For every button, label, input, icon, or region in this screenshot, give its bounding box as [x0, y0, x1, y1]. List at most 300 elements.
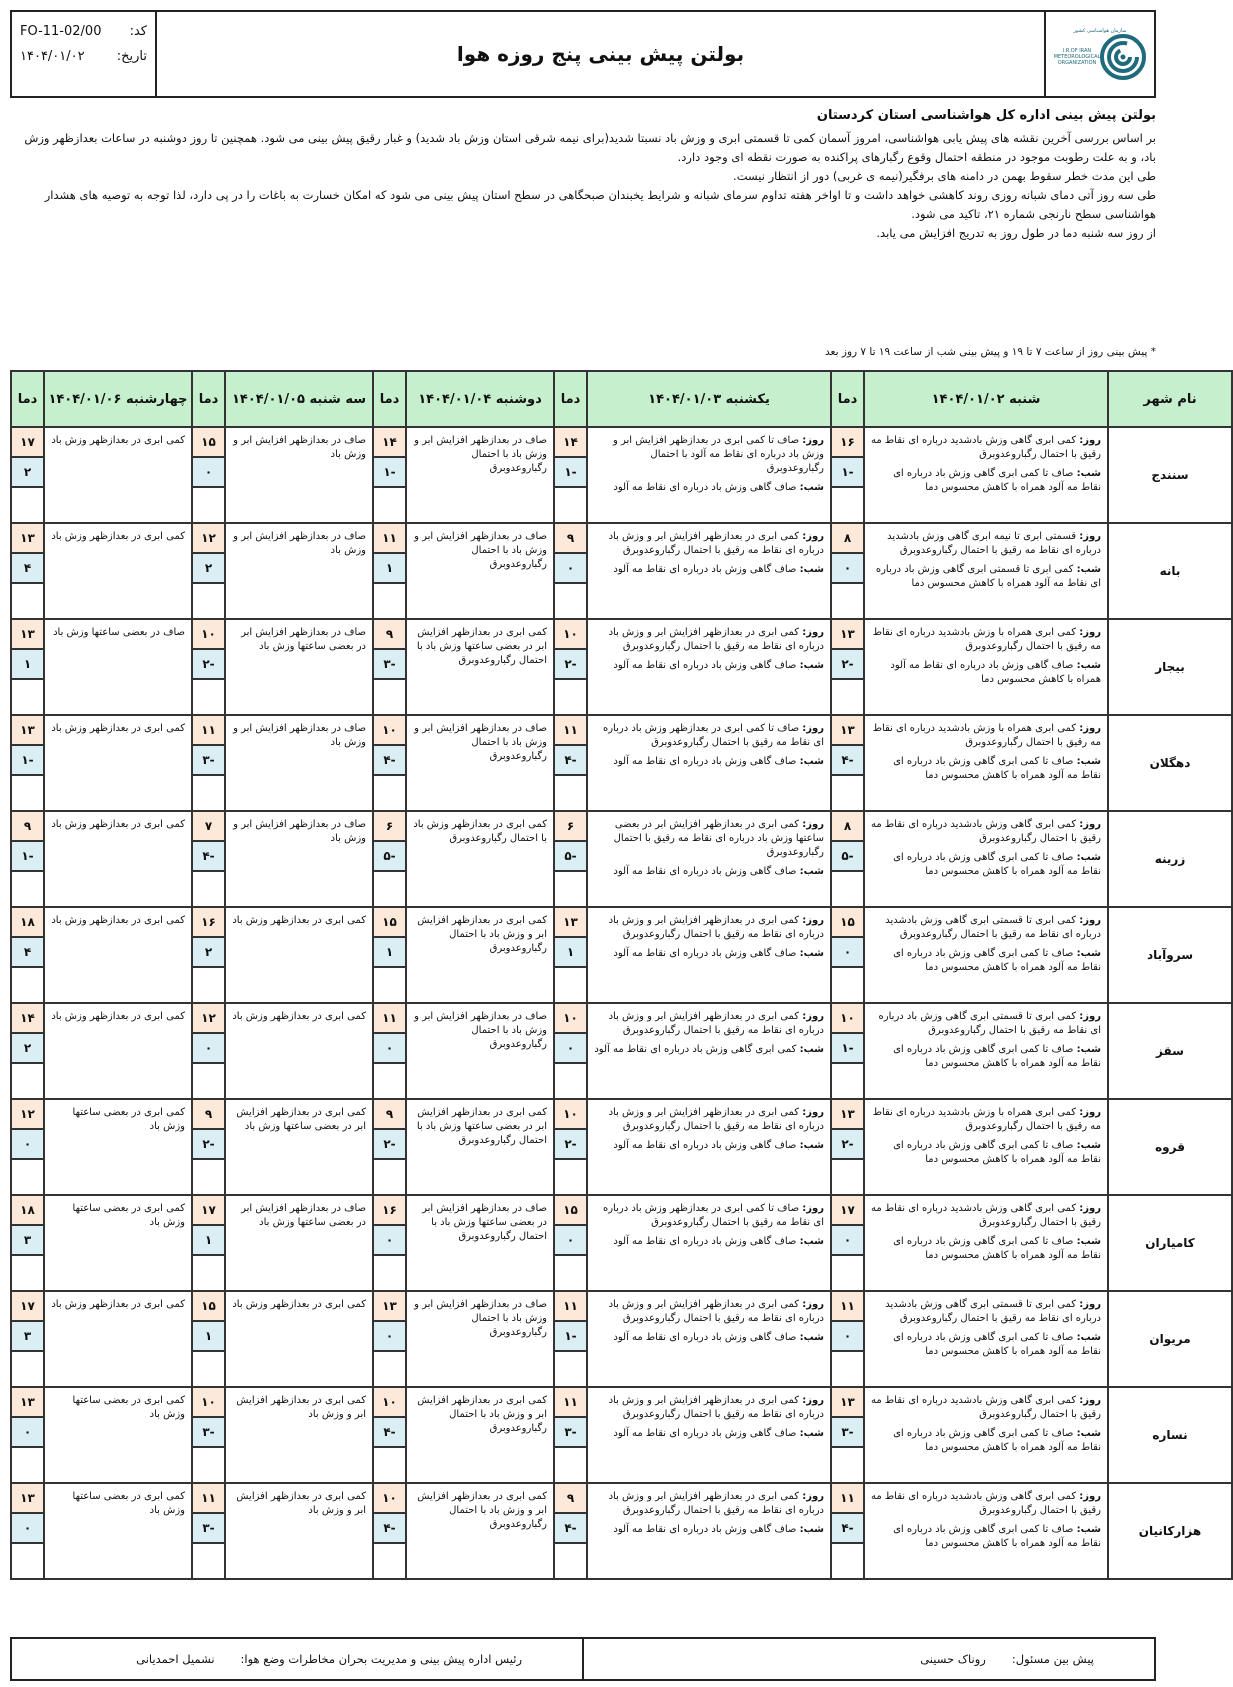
- temperature-cell-3: [373, 1291, 406, 1387]
- night-forecast: [594, 865, 824, 879]
- day-label: روز:: [802, 1107, 824, 1118]
- forecast-day-4: کمی ابری در بعدازظهر وزش باد: [225, 1291, 373, 1387]
- temperature-cell-2: [554, 1291, 587, 1387]
- max-temp: ۱۵: [193, 428, 224, 458]
- night-forecast-text: صاف گاهی وزش باد درباره ای نقاط مه آلود: [613, 1236, 797, 1247]
- forecast-day-4: کمی ابری در بعدازظهر افزایش ابر و وزش باد: [225, 1387, 373, 1483]
- forecast-time-note: * پیش بینی روز از ساعت ۷ تا ۱۹ و پیش بینی شب از ساعت ۱۹ تا ۷ روز بعد: [825, 346, 1156, 358]
- min-temp: -۳: [832, 1418, 863, 1448]
- max-temp: ۱۳: [832, 716, 863, 746]
- night-forecast-text: صاف تا کمی ابری گاهی وزش باد درباره ای نقاط مه آلود همراه با کاهش محسوس دما: [893, 1236, 1101, 1261]
- forecast-day-1: [864, 1003, 1108, 1099]
- max-temp: ۱۳: [832, 1100, 863, 1130]
- forecast-day-1: [864, 619, 1108, 715]
- day-forecast-text: کمی ابری همراه با وزش بادشدید درباره ای نقاط مه رقیق با احتمال رگباروعدوبرق: [872, 1107, 1101, 1132]
- temperature-cell-1: [831, 907, 864, 1003]
- night-label: شب:: [1076, 468, 1101, 479]
- min-temp: -۴: [832, 746, 863, 776]
- temperature-cell-4: [192, 1195, 225, 1291]
- day-label: روز:: [802, 627, 824, 638]
- day-label: روز:: [1079, 1107, 1101, 1118]
- header-day-1: شنبه ۱۴۰۴/۰۱/۰۲: [864, 371, 1108, 427]
- night-forecast-text: صاف گاهی وزش باد درباره ای نقاط مه آلود: [613, 564, 797, 575]
- forecast-day-2: [587, 619, 831, 715]
- forecast-day-2: [587, 1003, 831, 1099]
- header-city: نام شهر: [1108, 371, 1232, 427]
- min-temp: -۴: [374, 746, 405, 776]
- max-temp: ۱۵: [374, 908, 405, 938]
- forecast-day-1: [864, 907, 1108, 1003]
- forecast-day-4: صاف در بعدازظهر افزایش ابر و وزش باد: [225, 523, 373, 619]
- city-name: سروآباد: [1108, 907, 1232, 1003]
- night-label: شب:: [1076, 852, 1101, 863]
- day-label: روز:: [802, 435, 824, 446]
- temperature-cell-3: [373, 907, 406, 1003]
- night-forecast-text: صاف گاهی وزش باد درباره ای نقاط مه آلود: [613, 866, 797, 877]
- temperature-cell-5: [11, 907, 44, 1003]
- day-forecast: [594, 914, 824, 942]
- forecast-day-2: [587, 523, 831, 619]
- forecast-day-1: [864, 811, 1108, 907]
- day-forecast-text: صاف تا کمی ابری در بعدازظهر وزش باد درباره ای نقاط مه رقیق با احتمال رگباروعدوبرق: [602, 723, 824, 748]
- header-temp-5: دما: [11, 371, 44, 427]
- min-temp: ۲: [193, 554, 224, 584]
- min-temp: ۱: [12, 650, 43, 680]
- day-label: روز:: [802, 1491, 824, 1502]
- max-temp: ۱۴: [12, 1004, 43, 1034]
- temperature-cell-2: [554, 1003, 587, 1099]
- day-forecast: [594, 1010, 824, 1038]
- max-temp: ۱۰: [374, 716, 405, 746]
- night-forecast-text: صاف تا کمی ابری گاهی وزش باد درباره ای نقاط مه آلود همراه با کاهش محسوس دما: [893, 756, 1101, 781]
- forecast-day-2: [587, 1099, 831, 1195]
- min-temp: -۳: [374, 650, 405, 680]
- date-label: تاریخ:: [116, 49, 147, 64]
- table-row: [11, 427, 1232, 523]
- day-label: روز:: [802, 819, 824, 830]
- min-temp: -۳: [555, 1418, 586, 1448]
- day-forecast-text: کمی ابری در بعدازظهر افزایش ابر و وزش باد درباره ای نقاط مه رقیق با احتمال رگباروعدوبرق: [608, 531, 824, 556]
- min-temp: ۴: [12, 554, 43, 584]
- temperature-cell-3: [373, 1483, 406, 1579]
- max-temp: ۱۰: [832, 1004, 863, 1034]
- temperature-cell-2: [554, 1099, 587, 1195]
- bulletin-header: [10, 10, 1156, 98]
- night-label: شب:: [799, 756, 824, 767]
- day-forecast: [871, 530, 1101, 558]
- day-forecast: [594, 1490, 824, 1518]
- temperature-cell-1: [831, 811, 864, 907]
- forecast-day-2: [587, 1291, 831, 1387]
- min-temp: ۲: [12, 458, 43, 488]
- max-temp: ۷: [193, 812, 224, 842]
- city-name: مریوان: [1108, 1291, 1232, 1387]
- night-label: شب:: [799, 1428, 824, 1439]
- forecaster-signature: [582, 1639, 1154, 1679]
- temperature-cell-4: [192, 619, 225, 715]
- temperature-cell-4: [192, 1291, 225, 1387]
- forecast-day-5: کمی ابری در بعدازظهر وزش باد: [44, 811, 192, 907]
- night-forecast-text: کمی ابری تا قسمتی ابری گاهی وزش باد درباره ای نقاط مه آلود همراه با کاهش محسوس دما: [875, 564, 1101, 589]
- max-temp: ۱۳: [832, 620, 863, 650]
- min-temp: -۲: [193, 1130, 224, 1160]
- day-forecast-text: کمی ابری تا قسمتی ابری گاهی وزش باد درباره ای نقاط مه رقیق با احتمال رگباروعدوبرق: [878, 1011, 1101, 1036]
- night-label: شب:: [1076, 1428, 1101, 1439]
- min-temp: ۰: [374, 1226, 405, 1256]
- min-temp: ۰: [12, 1514, 43, 1544]
- table-row: [11, 907, 1232, 1003]
- night-forecast-text: صاف گاهی وزش باد درباره ای نقاط مه آلود: [613, 482, 797, 493]
- forecaster-name: روناک حسینی: [920, 1652, 986, 1666]
- day-forecast: [594, 1106, 824, 1134]
- max-temp: ۱۰: [555, 620, 586, 650]
- night-forecast: [871, 1043, 1101, 1071]
- min-temp: ۰: [555, 554, 586, 584]
- temperature-cell-4: [192, 1483, 225, 1579]
- max-temp: ۱۳: [12, 620, 43, 650]
- min-temp: -۴: [374, 1418, 405, 1448]
- forecast-day-2: [587, 1195, 831, 1291]
- table-row: [11, 1099, 1232, 1195]
- temperature-cell-2: [554, 1483, 587, 1579]
- max-temp: ۱۲: [193, 1004, 224, 1034]
- max-temp: ۱۰: [193, 1388, 224, 1418]
- min-temp: -۴: [555, 1514, 586, 1544]
- day-forecast: [871, 1106, 1101, 1134]
- temperature-cell-5: [11, 1099, 44, 1195]
- forecast-day-5: کمی ابری در بعضی ساعتها وزش باد: [44, 1099, 192, 1195]
- temperature-cell-3: [373, 1195, 406, 1291]
- min-temp: -۳: [193, 1514, 224, 1544]
- temperature-cell-4: [192, 1003, 225, 1099]
- night-forecast-text: صاف گاهی وزش باد درباره ای نقاط مه آلود: [613, 1332, 797, 1343]
- night-label: شب:: [799, 866, 824, 877]
- min-temp: -۱: [555, 458, 586, 488]
- logo-text-fa: سازمان هواشناسی کشور: [1073, 28, 1127, 34]
- forecast-day-4: صاف در بعدازظهر افزایش ابر در بعضی ساعتها وزش باد: [225, 619, 373, 715]
- forecast-day-3: صاف در بعدازظهر افزایش ابر در بعضی ساعتها وزش باد با احتمال رگباروعدوبرق: [406, 1195, 554, 1291]
- night-forecast: [594, 563, 824, 577]
- city-name: بانه: [1108, 523, 1232, 619]
- temperature-cell-5: [11, 427, 44, 523]
- night-forecast-text: صاف تا کمی ابری گاهی وزش باد درباره ای نقاط مه آلود همراه با کاهش محسوس دما: [893, 948, 1101, 973]
- forecast-day-4: کمی ابری در بعدازظهر وزش باد: [225, 1003, 373, 1099]
- max-temp: ۱۳: [832, 1388, 863, 1418]
- date-value: ۱۴۰۴/۰۱/۰۲: [20, 49, 85, 64]
- night-forecast-text: صاف گاهی وزش باد درباره ای نقاط مه آلود: [613, 1140, 797, 1151]
- min-temp: ۱: [193, 1226, 224, 1256]
- temperature-cell-3: [373, 715, 406, 811]
- min-temp: -۱: [12, 842, 43, 872]
- day-forecast-text: کمی ابری تا قسمتی ابری گاهی وزش بادشدید درباره ای نقاط مه رقیق با احتمال رگباروعدوبرق: [885, 1299, 1101, 1324]
- night-forecast: [871, 851, 1101, 879]
- night-forecast: [594, 659, 824, 673]
- temperature-cell-2: [554, 1387, 587, 1483]
- max-temp: ۹: [374, 1100, 405, 1130]
- forecast-day-1: [864, 1195, 1108, 1291]
- head-label: رئیس اداره پیش بینی و مدیریت بحران مخاطرات وضع هوا:: [240, 1652, 522, 1666]
- header-day-5: چهارشنبه ۱۴۰۴/۰۱/۰۶: [44, 371, 192, 427]
- day-forecast: [594, 434, 824, 476]
- day-forecast-text: کمی ابری در بعدازظهر افزایش ابر در بعضی ساعتها وزش باد درباره ای نقاط مه رقیق با احتمال رگباروعدوبرق: [613, 819, 824, 858]
- night-label: شب:: [1076, 948, 1101, 959]
- night-forecast-text: صاف تا کمی ابری گاهی وزش باد درباره ای نقاط مه آلود همراه با کاهش محسوس دما: [893, 1044, 1101, 1069]
- temperature-cell-5: [11, 1291, 44, 1387]
- max-temp: ۶: [374, 812, 405, 842]
- min-temp: -۲: [374, 1130, 405, 1160]
- header-temp-3: دما: [373, 371, 406, 427]
- forecast-day-2: [587, 811, 831, 907]
- forecast-day-3: صاف در بعدازظهر افزایش ابر و وزش باد با احتمال رگباروعدوبرق: [406, 1291, 554, 1387]
- day-forecast-text: کمی ابری گاهی وزش بادشدید درباره ای نقاط مه رقیق با احتمال رگباروعدوبرق: [871, 1395, 1101, 1420]
- min-temp: ۴: [12, 938, 43, 968]
- min-temp: -۴: [374, 1514, 405, 1544]
- city-name: سنندج: [1108, 427, 1232, 523]
- night-forecast: [871, 1331, 1101, 1359]
- max-temp: ۹: [555, 1484, 586, 1514]
- min-temp: ۰: [832, 938, 863, 968]
- day-forecast: [594, 626, 824, 654]
- min-temp: -۱: [832, 458, 863, 488]
- temperature-cell-5: [11, 1483, 44, 1579]
- min-temp: -۵: [374, 842, 405, 872]
- night-forecast: [871, 467, 1101, 495]
- forecast-day-5: کمی ابری در بعضی ساعتها وزش باد: [44, 1387, 192, 1483]
- min-temp: ۰: [193, 1034, 224, 1064]
- table-row: [11, 619, 1232, 715]
- day-forecast-text: کمی ابری گاهی وزش بادشدید درباره ای نقاط مه رقیق با احتمال رگباروعدوبرق: [871, 819, 1101, 844]
- night-forecast-text: صاف گاهی وزش باد درباره ای نقاط مه آلود: [613, 948, 797, 959]
- min-temp: ۰: [555, 1226, 586, 1256]
- max-temp: ۱۴: [555, 428, 586, 458]
- city-name: هزارکانیان: [1108, 1483, 1232, 1579]
- night-label: شب:: [1076, 1140, 1101, 1151]
- day-forecast: [871, 722, 1101, 750]
- day-forecast: [871, 1010, 1101, 1038]
- temperature-cell-5: [11, 1195, 44, 1291]
- min-temp: ۰: [193, 458, 224, 488]
- night-label: شب:: [799, 1332, 824, 1343]
- min-temp: ۱: [555, 938, 586, 968]
- table-row: [11, 1483, 1232, 1579]
- night-label: شب:: [1076, 564, 1101, 575]
- city-name: سقز: [1108, 1003, 1232, 1099]
- day-forecast: [594, 530, 824, 558]
- night-label: شب:: [1076, 756, 1101, 767]
- temperature-cell-4: [192, 1099, 225, 1195]
- day-forecast-text: صاف تا کمی ابری در بعدازظهر افزایش ابر و وزش باد درباره ای نقاط مه آلود با احتمال رگباروعدوبرق: [613, 435, 824, 474]
- night-forecast-text: صاف تا کمی ابری گاهی وزش باد درباره ای نقاط مه آلود همراه با کاهش محسوس دما: [893, 1332, 1101, 1357]
- forecast-day-2: [587, 715, 831, 811]
- forecast-day-5: کمی ابری در بعدازظهر وزش باد: [44, 1291, 192, 1387]
- night-label: شب:: [799, 1140, 824, 1151]
- code-label: کد:: [129, 24, 147, 39]
- max-temp: ۱۶: [374, 1196, 405, 1226]
- min-temp: -۵: [555, 842, 586, 872]
- page-title: بولتن پیش بینی پنج روزه هوا: [157, 12, 1046, 96]
- temperature-cell-5: [11, 715, 44, 811]
- header-temp-4: دما: [192, 371, 225, 427]
- min-temp: ۳: [12, 1226, 43, 1256]
- max-temp: ۹: [555, 524, 586, 554]
- temperature-cell-4: [192, 1387, 225, 1483]
- min-temp: -۳: [193, 746, 224, 776]
- night-label: شب:: [1076, 1236, 1101, 1247]
- temperature-cell-3: [373, 619, 406, 715]
- forecast-day-3: کمی ابری در بعدازظهر افزایش ابر و وزش باد با احتمال رگباروعدوبرق: [406, 1483, 554, 1579]
- forecast-day-4: کمی ابری در بعدازظهر وزش باد: [225, 907, 373, 1003]
- forecast-day-3: صاف در بعدازظهر افزایش ابر و وزش باد با احتمال رگباروعدوبرق: [406, 715, 554, 811]
- forecast-table-body: [11, 427, 1232, 1579]
- temperature-cell-1: [831, 427, 864, 523]
- forecast-day-3: کمی ابری در بعدازظهر افزایش ابر در بعضی ساعتها وزش باد با احتمال رگباروعدوبرق: [406, 619, 554, 715]
- day-forecast-text: قسمتی ابری تا نیمه ابری گاهی وزش بادشدید درباره ای نقاط مه رقیق با احتمال رگباروعدوبرق: [887, 531, 1101, 556]
- min-temp: -۳: [193, 1418, 224, 1448]
- forecast-day-2: [587, 1387, 831, 1483]
- meteorological-organization-logo: [1046, 12, 1154, 96]
- forecast-day-5: کمی ابری در بعضی ساعتها وزش باد: [44, 1483, 192, 1579]
- day-forecast: [594, 1202, 824, 1230]
- day-label: روز:: [802, 531, 824, 542]
- min-temp: -۴: [555, 746, 586, 776]
- day-forecast: [871, 434, 1101, 462]
- night-forecast-text: صاف گاهی وزش باد درباره ای نقاط مه آلود: [613, 1428, 797, 1439]
- forecast-day-3: کمی ابری در بعدازظهر افزایش ابر و وزش باد با احتمال رگباروعدوبرق: [406, 1387, 554, 1483]
- min-temp: -۵: [832, 842, 863, 872]
- max-temp: ۱۲: [193, 524, 224, 554]
- min-temp: ۱: [374, 938, 405, 968]
- night-label: شب:: [1076, 1524, 1101, 1535]
- night-forecast: [871, 659, 1101, 687]
- night-forecast-text: صاف گاهی وزش باد درباره ای نقاط مه آلود: [613, 1524, 797, 1535]
- max-temp: ۱۳: [374, 1292, 405, 1322]
- day-label: روز:: [1079, 435, 1101, 446]
- day-forecast-text: کمی ابری همراه با وزش بادشدید درباره ای نقاط مه رقیق با احتمال رگباروعدوبرق: [872, 627, 1101, 652]
- table-row: [11, 1195, 1232, 1291]
- forecast-day-5: کمی ابری در بعدازظهر وزش باد: [44, 523, 192, 619]
- forecast-table: [10, 370, 1233, 1580]
- night-forecast: [594, 755, 824, 769]
- day-forecast: [871, 914, 1101, 942]
- table-row: [11, 523, 1232, 619]
- header-day-4: سه شنبه ۱۴۰۴/۰۱/۰۵: [225, 371, 373, 427]
- max-temp: ۱۰: [555, 1100, 586, 1130]
- code-value: FO-11-02/00: [20, 24, 102, 39]
- temperature-cell-1: [831, 619, 864, 715]
- night-label: شب:: [799, 660, 824, 671]
- forecast-day-5: کمی ابری در بعدازظهر وزش باد: [44, 1003, 192, 1099]
- forecast-day-4: کمی ابری در بعدازظهر افزایش ابر در بعضی ساعتها وزش باد: [225, 1099, 373, 1195]
- temperature-cell-3: [373, 1099, 406, 1195]
- max-temp: ۱۷: [193, 1196, 224, 1226]
- forecast-day-5: کمی ابری در بعدازظهر وزش باد: [44, 427, 192, 523]
- day-forecast-text: کمی ابری در بعدازظهر افزایش ابر و وزش باد درباره ای نقاط مه رقیق با احتمال رگباروعدوبرق: [608, 1395, 824, 1420]
- min-temp: -۱: [555, 1322, 586, 1352]
- day-forecast: [594, 1298, 824, 1326]
- temperature-cell-4: [192, 523, 225, 619]
- day-forecast-text: کمی ابری گاهی وزش بادشدید درباره ای نقاط مه رقیق با احتمال رگباروعدوبرق: [871, 435, 1101, 460]
- day-forecast-text: کمی ابری در بعدازظهر افزایش ابر و وزش باد درباره ای نقاط مه رقیق با احتمال رگباروعدوبرق: [608, 627, 824, 652]
- header-day-2: یکشنبه ۱۴۰۴/۰۱/۰۳: [587, 371, 831, 427]
- intro-paragraph-1: بر اساس بررسی آخرین نقشه های پیش یابی هواشناسی، امروز آسمان کمی تا قسمتی ابری و وزش باد نسبتا شدید(برای نیمه شرقی استان وزش باد شدید) و غبار رقیق پیش بینی می شود. همچنین تا روز دوشنبه در ساعات بعدازظهر وزش باد، و به علت رطوبت موجود در منطقه احتمال وقوع رگبارهای پراکنده به صورت نقطه ای وجود دارد.: [24, 131, 1156, 164]
- night-forecast: [871, 1139, 1101, 1167]
- max-temp: ۱۲: [12, 1100, 43, 1130]
- forecast-day-1: [864, 523, 1108, 619]
- temperature-cell-1: [831, 1483, 864, 1579]
- spiral-logo-icon: [1100, 34, 1146, 80]
- city-name: زرینه: [1108, 811, 1232, 907]
- forecast-day-5: کمی ابری در بعدازظهر وزش باد: [44, 907, 192, 1003]
- max-temp: ۱۷: [832, 1196, 863, 1226]
- table-row: [11, 1387, 1232, 1483]
- day-forecast-text: صاف تا کمی ابری در بعدازظهر وزش باد درباره ای نقاط مه رقیق با احتمال رگباروعدوبرق: [602, 1203, 824, 1228]
- min-temp: ۰: [12, 1418, 43, 1448]
- forecast-day-5: کمی ابری در بعدازظهر وزش باد: [44, 715, 192, 811]
- night-forecast-text: صاف تا کمی ابری گاهی وزش باد درباره ای نقاط مه آلود همراه با کاهش محسوس دما: [893, 1428, 1101, 1453]
- min-temp: ۰: [832, 1322, 863, 1352]
- day-label: روز:: [1079, 1395, 1101, 1406]
- forecast-day-2: [587, 907, 831, 1003]
- logo-text-en-1: I.R.OF IRAN: [1062, 48, 1092, 54]
- max-temp: ۱۰: [193, 620, 224, 650]
- min-temp: -۱: [12, 746, 43, 776]
- max-temp: ۱۳: [555, 908, 586, 938]
- day-forecast: [594, 1394, 824, 1422]
- day-label: روز:: [1079, 627, 1101, 638]
- day-forecast-text: کمی ابری همراه با وزش بادشدید درباره ای نقاط مه رقیق با احتمال رگباروعدوبرق: [872, 723, 1101, 748]
- forecast-day-3: صاف در بعدازظهر افزایش ابر و وزش باد با احتمال رگباروعدوبرق: [406, 523, 554, 619]
- city-name: دهگلان: [1108, 715, 1232, 811]
- max-temp: ۱۳: [12, 1388, 43, 1418]
- temperature-cell-3: [373, 427, 406, 523]
- forecast-day-4: کمی ابری در بعدازظهر افزایش ابر و وزش باد: [225, 1483, 373, 1579]
- day-forecast: [871, 1394, 1101, 1422]
- day-label: روز:: [802, 915, 824, 926]
- temperature-cell-5: [11, 1387, 44, 1483]
- max-temp: ۱۷: [12, 428, 43, 458]
- header-day-3: دوشنبه ۱۴۰۴/۰۱/۰۴: [406, 371, 554, 427]
- max-temp: ۱۵: [832, 908, 863, 938]
- night-forecast: [871, 1235, 1101, 1263]
- max-temp: ۶: [555, 812, 586, 842]
- intro-paragraph-4: از روز سه شنبه دما در طول روز به تدریج افزایش می یابد.: [876, 226, 1156, 240]
- day-label: روز:: [802, 1203, 824, 1214]
- day-forecast: [871, 1490, 1101, 1518]
- night-forecast: [594, 1427, 824, 1441]
- forecast-day-1: [864, 1291, 1108, 1387]
- temperature-cell-1: [831, 715, 864, 811]
- max-temp: ۱۷: [12, 1292, 43, 1322]
- temperature-cell-2: [554, 1195, 587, 1291]
- max-temp: ۱۴: [374, 428, 405, 458]
- night-forecast-text: صاف تا کمی ابری گاهی وزش باد درباره ای نقاط مه آلود همراه با کاهش محسوس دما: [893, 1140, 1101, 1165]
- city-name: قروه: [1108, 1099, 1232, 1195]
- day-label: روز:: [802, 1299, 824, 1310]
- forecast-day-4: صاف در بعدازظهر افزایش ابر و وزش باد: [225, 715, 373, 811]
- intro-paragraph-2: طی این مدت خطر سقوط بهمن در دامنه های برفگیر(نیمه ی غربی) دور از انتظار نیست.: [733, 169, 1156, 183]
- night-forecast-text: صاف تا کمی ابری گاهی وزش باد درباره ای نقاط مه آلود همراه با کاهش محسوس دما: [893, 1524, 1101, 1549]
- day-label: روز:: [1079, 1011, 1101, 1022]
- min-temp: -۱: [374, 458, 405, 488]
- day-label: روز:: [802, 1395, 824, 1406]
- day-forecast-text: کمی ابری تا قسمتی ابری گاهی وزش بادشدید درباره ای نقاط مه رقیق با احتمال رگباروعدوبرق: [885, 915, 1101, 940]
- min-temp: ۲: [193, 938, 224, 968]
- temperature-cell-3: [373, 523, 406, 619]
- forecast-day-4: صاف در بعدازظهر افزایش ابر و وزش باد: [225, 811, 373, 907]
- max-temp: ۱۱: [555, 1388, 586, 1418]
- min-temp: ۰: [374, 1034, 405, 1064]
- temperature-cell-1: [831, 1003, 864, 1099]
